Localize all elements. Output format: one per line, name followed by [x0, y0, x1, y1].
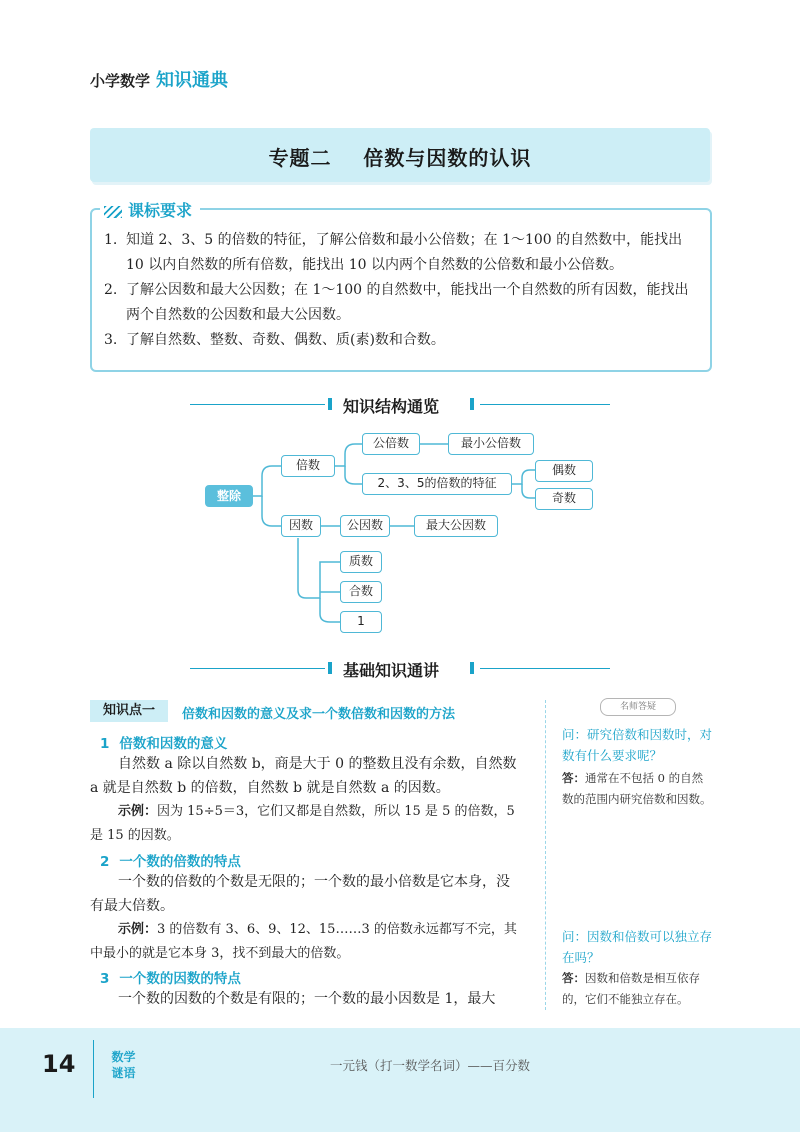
node-common-factor: 公因数: [340, 515, 390, 537]
subsection-2-heading: 2 一个数的倍数的特点: [100, 854, 241, 870]
title-mark: [470, 662, 474, 674]
divider-line: [190, 668, 325, 669]
knowledge-point-tag: 知识点一: [90, 700, 168, 722]
subsection-2-text: 一个数的倍数的个数是无限的；一个数的最小倍数是它本身，没有最大倍数。: [90, 874, 510, 914]
requirements-label-text: 课标要求: [128, 201, 193, 220]
mindmap-root: 整除: [205, 485, 253, 507]
subsection-1-example: 示例：因为 15÷5＝3，它们又都是自然数，所以 15 是 5 的倍数，5 是 15 的因数。: [90, 804, 515, 843]
requirement-item: 1. 知道 2、3、5 的倍数的特征，了解公倍数和最小公倍数；在 1～100 的自然数中，能找出 10 以内自然数的所有倍数，能找出 10 以内两个自然数的公倍数和最小公倍数。: [104, 232, 683, 273]
requirement-item: 3. 了解自然数、整数、奇数、偶数、质(素)数和合数。: [104, 332, 445, 348]
node-one: 1: [340, 611, 382, 633]
topic-title: 专题二 倍数与因数的认识: [268, 146, 532, 170]
structure-title: 知识结构通览: [343, 397, 440, 416]
node-multiple: 倍数: [281, 455, 335, 477]
footer-riddle-label: 数学 谜语: [93, 1040, 153, 1098]
node-factor: 因数: [281, 515, 321, 537]
divider-line: [480, 668, 610, 669]
footer-riddle: 一元钱（打一数学名词）——百分数: [330, 1058, 531, 1073]
knowledge-point-title: 倍数和因数的意义及求一个数倍数和因数的方法: [182, 707, 456, 722]
sidebar-question-2: 问：因数和倍数可以独立存在吗？: [562, 929, 713, 965]
node-features: 2、3、5的倍数的特征: [362, 473, 512, 495]
subsection-1-heading: 1 倍数和因数的意义: [100, 736, 228, 752]
subsection-2-example: 示例：3 的倍数有 3、6、9、12、15……3 的倍数永远都写不完，其中最小的就是它本身 3，找不到最大的倍数。: [90, 922, 517, 961]
sidebar-badge: 名师答疑: [600, 698, 676, 716]
node-even: 偶数: [535, 460, 593, 482]
node-prime: 质数: [340, 551, 382, 573]
page-number: 14: [42, 1050, 76, 1078]
node-odd: 奇数: [535, 488, 593, 510]
node-composite: 合数: [340, 581, 382, 603]
subsection-3-text: 一个数的因数的个数是有限的；一个数的最小因数是 1，最大: [118, 991, 496, 1007]
subsection-1-text: 自然数 a 除以自然数 b，商是大于 0 的整数且没有余数，自然数 a 就是自然数 b 的倍数，自然数 b 就是自然数 a 的因数。: [90, 756, 517, 796]
title-mark: [328, 662, 332, 674]
series-name: 小学数学: [90, 72, 151, 90]
sidebar-answer-1: 答：通常在不包括 0 的自然数的范围内研究倍数和因数。: [562, 771, 712, 806]
sidebar-question-1: 问：研究倍数和因数时，对数有什么要求呢？: [562, 727, 713, 763]
sidebar-divider: [545, 700, 546, 1010]
node-common-multiple: 公倍数: [362, 433, 420, 455]
subsection-3-heading: 3 一个数的因数的特点: [100, 971, 241, 987]
node-lcm: 最小公倍数: [448, 433, 534, 455]
requirement-item: 2. 了解公因数和最大公因数；在 1～100 的自然数中，能找出一个自然数的所有因数，能找出两个自然数的公因数和最大公因数。: [104, 282, 689, 323]
basics-title: 基础知识通讲: [343, 661, 440, 680]
node-gcf: 最大公因数: [414, 515, 498, 537]
sidebar-answer-2: 答：因数和倍数是相互依存的，它们不能独立存在。: [562, 971, 700, 1006]
brand-name: 知识通典: [156, 70, 229, 91]
